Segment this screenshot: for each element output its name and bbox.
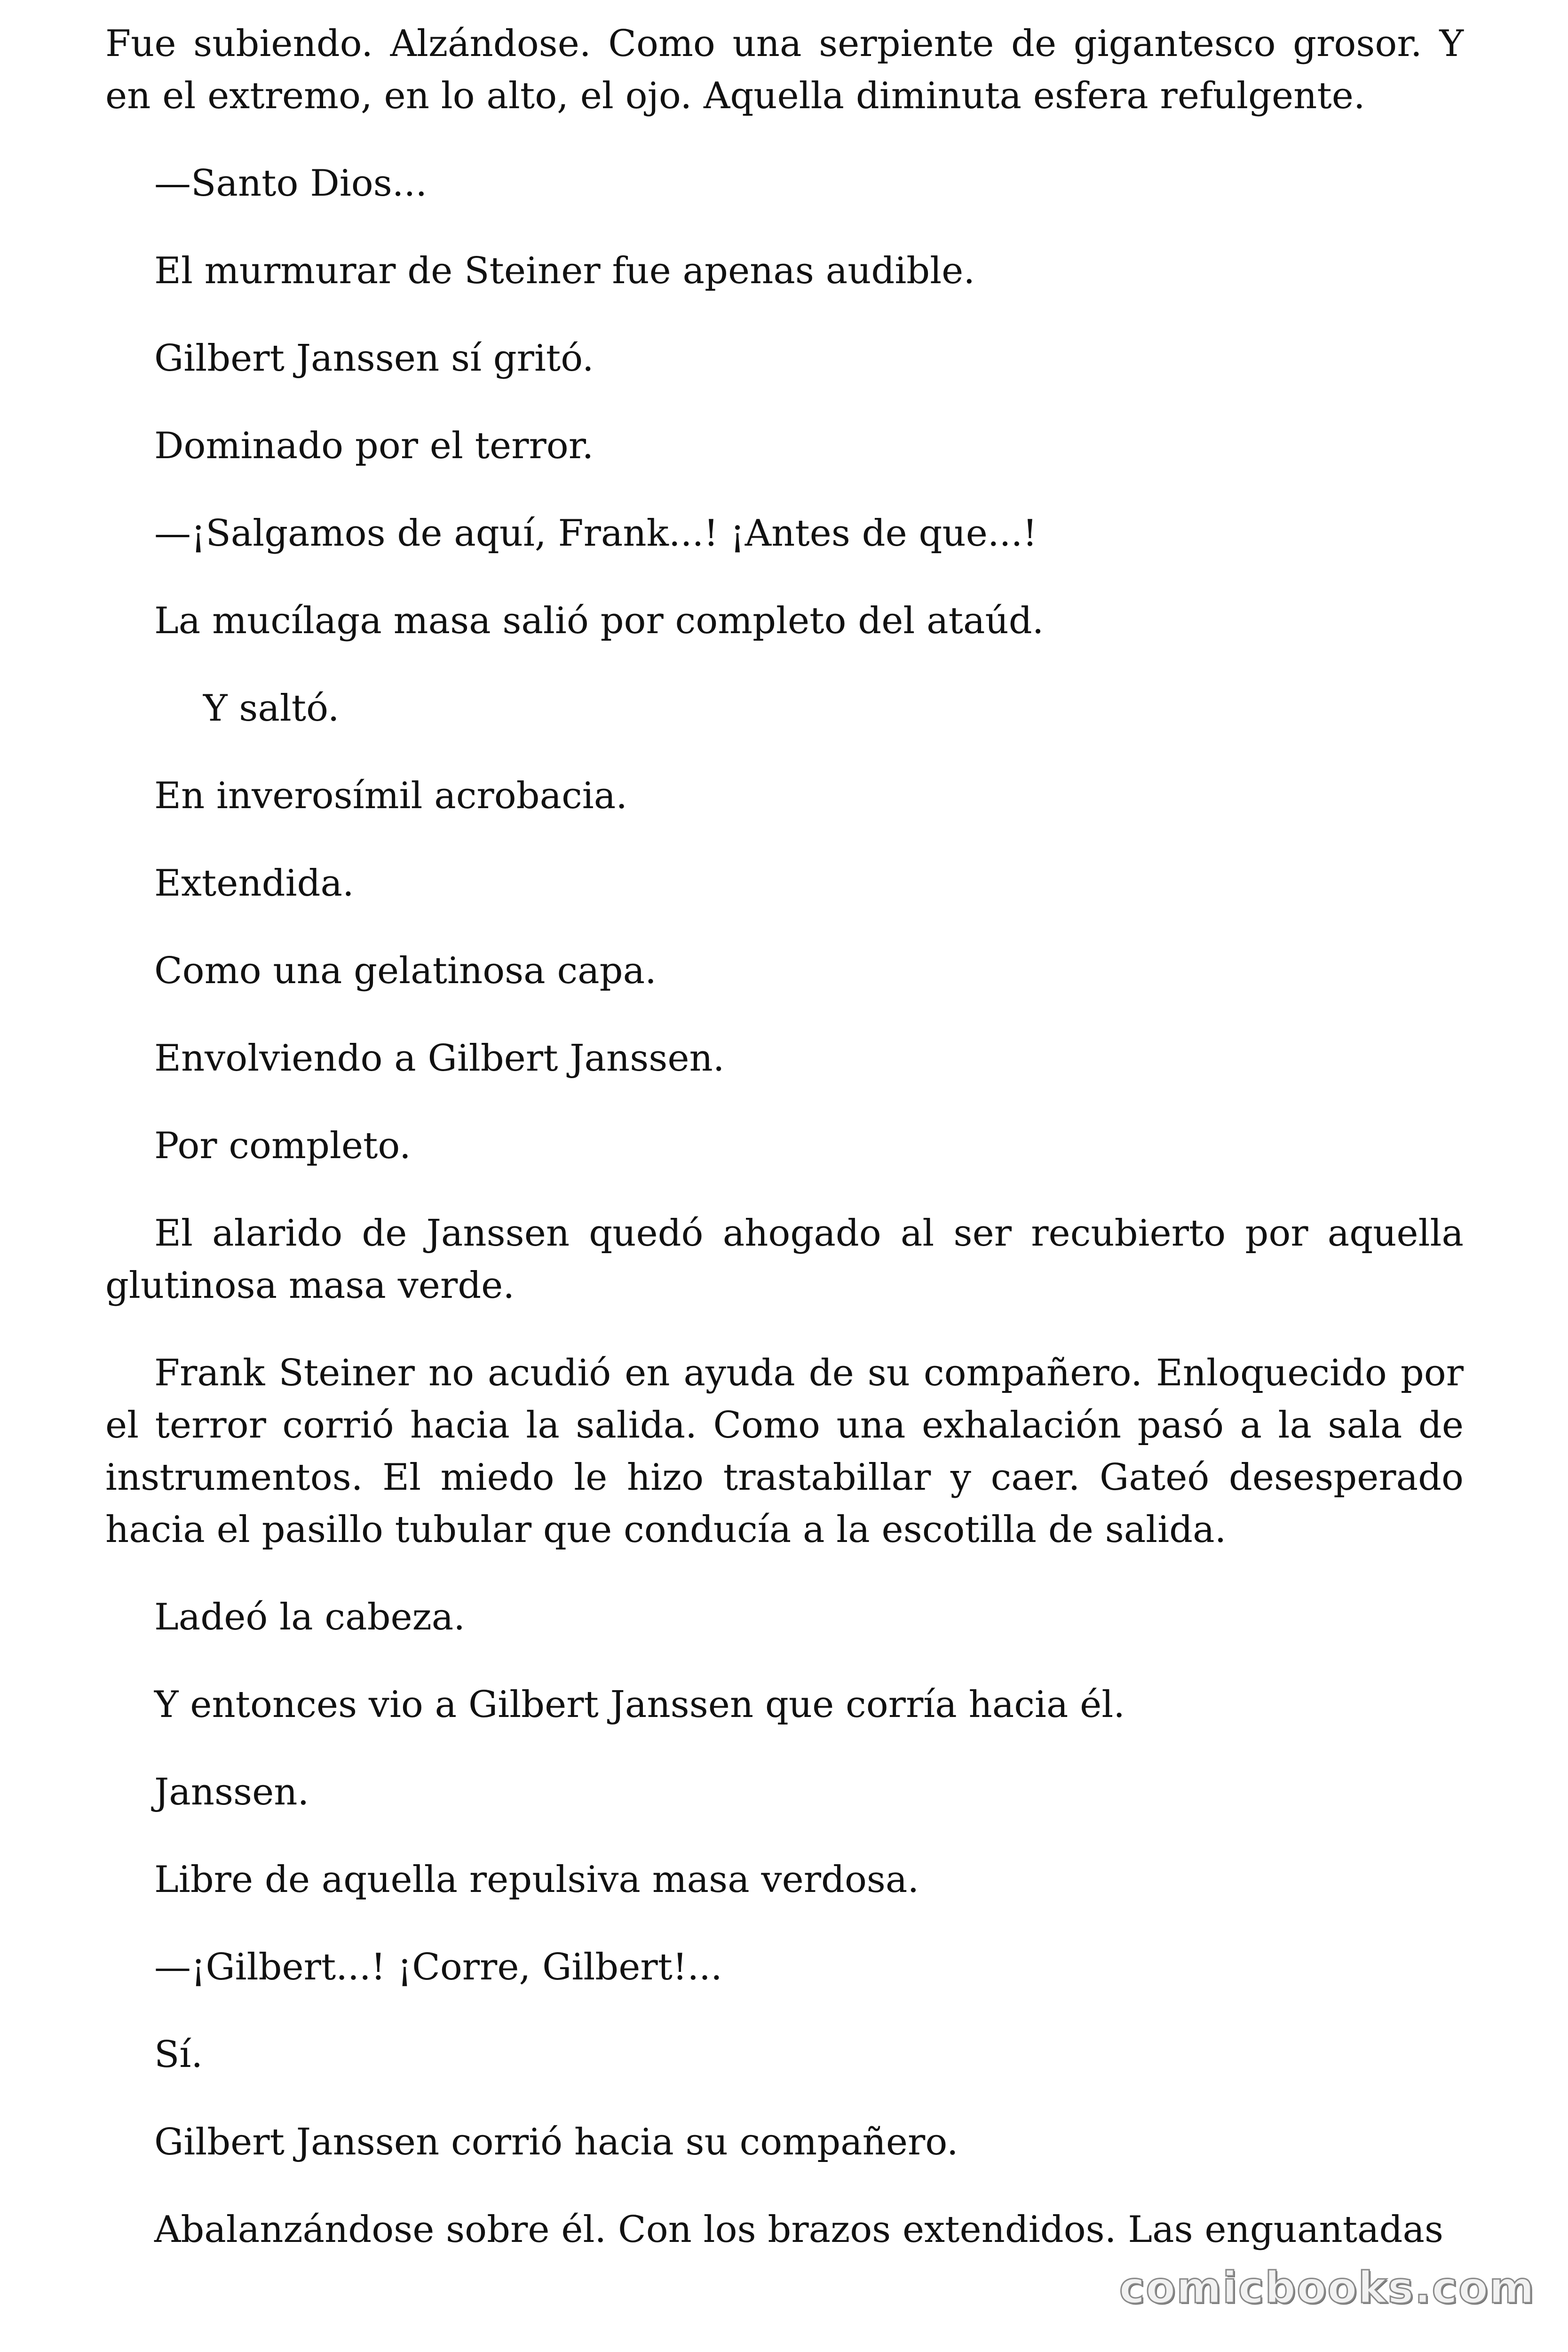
paragraph: Y entonces vio a Gilbert Janssen que corría hacia él. bbox=[154, 1684, 1125, 1726]
paragraph: El alarido de Janssen quedó ahogado al ser recubierto por aquella glutinosa masa verde. bbox=[105, 1212, 1464, 1307]
paragraph: Dominado por el terror. bbox=[154, 425, 594, 467]
paragraph: —¡Gilbert...! ¡Corre, Gilbert!... bbox=[154, 1946, 722, 1988]
paragraph: Fue subiendo. Alzándose. Como una serpiente de gigantesco grosor. Y en el extremo, en lo alto, el ojo. Aquella diminuta esfera refulgente. bbox=[105, 23, 1464, 117]
paragraph: —¡Salgamos de aquí, Frank...! ¡Antes de que...! bbox=[154, 512, 1037, 555]
paragraph: El murmurar de Steiner fue apenas audible. bbox=[154, 250, 975, 292]
paragraph: En inverosímil acrobacia. bbox=[154, 775, 628, 817]
paragraph: Janssen. bbox=[154, 1771, 309, 1813]
body-text bbox=[105, 18, 1464, 2256]
paragraph: La mucílaga masa salió por completo del ataúd. bbox=[154, 600, 1044, 642]
paragraph: Gilbert Janssen corrió hacia su compañero. bbox=[154, 2121, 958, 2163]
paragraph: Gilbert Janssen sí gritó. bbox=[154, 337, 594, 380]
paragraph: Libre de aquella repulsiva masa verdosa. bbox=[154, 1859, 919, 1901]
paragraph: Ladeó la cabeza. bbox=[154, 1596, 466, 1638]
paragraph: Extendida. bbox=[154, 862, 354, 905]
paragraph: Sí. bbox=[154, 2034, 203, 2076]
paragraph: —Santo Dios... bbox=[154, 162, 428, 205]
paragraph: Por completo. bbox=[154, 1125, 411, 1167]
watermark: comicbooks.com bbox=[1119, 2263, 1535, 2313]
paragraph: Como una gelatinosa capa. bbox=[154, 950, 657, 992]
paragraph: Frank Steiner no acudió en ayuda de su compañero. Enloquecido por el terror corrió hacia la salida. Como una exhalación pasó a la sala de instrumentos. El miedo le hizo trastabillar y caer. Gateó desesperado hacia el pasillo tubular que conducía a la escotilla de salida. bbox=[105, 1352, 1464, 1551]
paragraph: Abalanzándose sobre él. Con los brazos extendidos. Las enguantadas bbox=[154, 2209, 1444, 2251]
paragraph: Envolviendo a Gilbert Janssen. bbox=[154, 1037, 725, 1080]
paragraph: Y saltó. bbox=[203, 687, 340, 730]
